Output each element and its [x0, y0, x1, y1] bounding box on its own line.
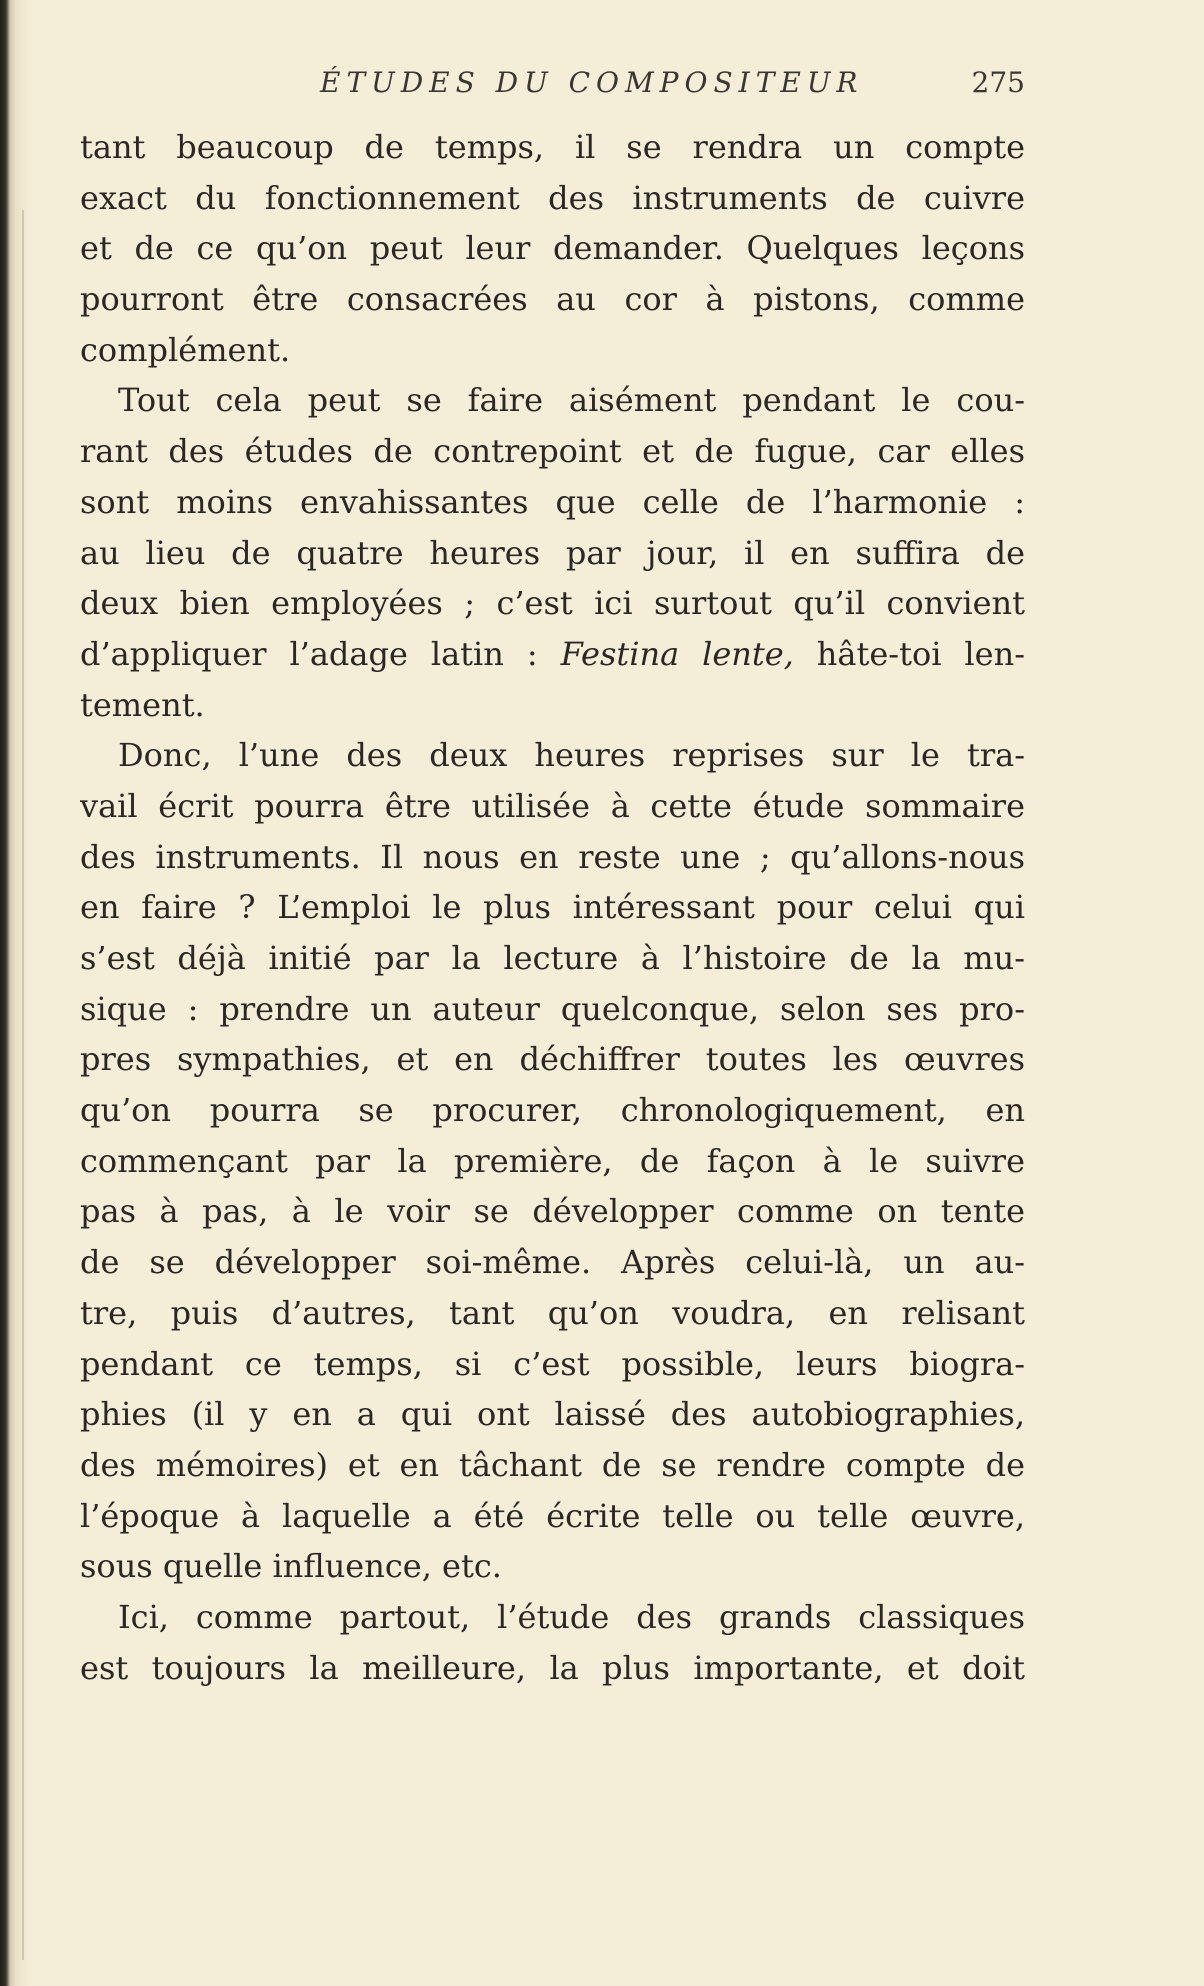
text-line: et de ce qu’on peut leur demander. Quelques leçons: [80, 229, 1025, 268]
text-line: au lieu de quatre heures par jour, il en suffira de: [80, 533, 1025, 572]
page-number: 275: [971, 66, 1025, 99]
text-line: exact du fonctionnement des instruments de cuivre: [80, 178, 1025, 217]
running-title: ÉTUDES DU COMPOSITEUR: [320, 66, 864, 99]
text-line: en faire ? L’emploi le plus intéressant pour celui qui: [80, 888, 1025, 927]
text-line: tant beaucoup de temps, il se rendra un compte: [80, 128, 1025, 166]
text-line: est toujours la meilleure, la plus importante, et doit: [80, 1648, 1025, 1687]
text-line: deux bien employées ; c’est ici surtout qu’il convient: [80, 584, 1025, 623]
text-line: vail écrit pourra être utilisée à cette étude sommaire: [80, 786, 1025, 825]
paragraph-start-line: Tout cela peut se faire aisément pendant le cou-: [118, 381, 1025, 420]
text-line: tement.: [80, 685, 205, 724]
text-line: qu’on pourra se procurer, chronologiquement, en: [80, 1091, 1025, 1130]
text-line: pourront être consacrées au cor à pistons, comme: [80, 280, 1025, 319]
paragraph-start-line: Donc, l’une des deux heures reprises sur le tra-: [118, 736, 1025, 775]
text-line: pas à pas, à le voir se développer comme on tente: [80, 1192, 1025, 1231]
text-line: de se développer soi-même. Après celui-là, un au-: [80, 1243, 1025, 1282]
text-line: sous quelle influence, etc.: [80, 1547, 502, 1586]
text-line: pres sympathies, et en déchiffrer toutes les œuvres: [80, 1040, 1025, 1079]
text-line: sont moins envahissantes que celle de l’harmonie :: [80, 482, 1025, 521]
text-line-with-italic: [80, 629, 1025, 680]
paragraph-start-line: Ici, comme partout, l’étude des grands classiques: [118, 1597, 1025, 1636]
book-spine-shadow: [0, 0, 30, 1986]
body-text: [80, 122, 1025, 1693]
text-line: l’époque à laquelle a été écrite telle ou telle œuvre,: [80, 1496, 1025, 1535]
text-line: commençant par la première, de façon à le suivre: [80, 1141, 1025, 1180]
text-line: sique : prendre un auteur quelconque, selon ses pro-: [80, 989, 1025, 1028]
text-line: pendant ce temps, si c’est possible, leurs biogra-: [80, 1344, 1025, 1383]
page-gutter-line: [22, 210, 24, 1960]
text-line: des mémoires) et en tâchant de se rendre compte de: [80, 1445, 1025, 1484]
text-segment: d’appliquer l’adage latin :: [80, 634, 561, 673]
text-line: tre, puis d’autres, tant qu’on voudra, en relisant: [80, 1293, 1025, 1332]
text-line: s’est déjà initié par la lecture à l’histoire de la mu-: [80, 939, 1025, 977]
text-line: des instruments. Il nous en reste une ; qu’allons-nous: [80, 837, 1025, 876]
page-header: [80, 66, 1025, 116]
text-line: phies (il y en a qui ont laissé des autobiographies,: [80, 1395, 1025, 1434]
text-line: rant des études de contrepoint et de fugue, car elles: [80, 432, 1025, 471]
latin-phrase: Festina lente,: [560, 634, 794, 673]
text-line: complément.: [80, 330, 291, 369]
text-segment: hâte-toi len-: [793, 634, 1025, 673]
